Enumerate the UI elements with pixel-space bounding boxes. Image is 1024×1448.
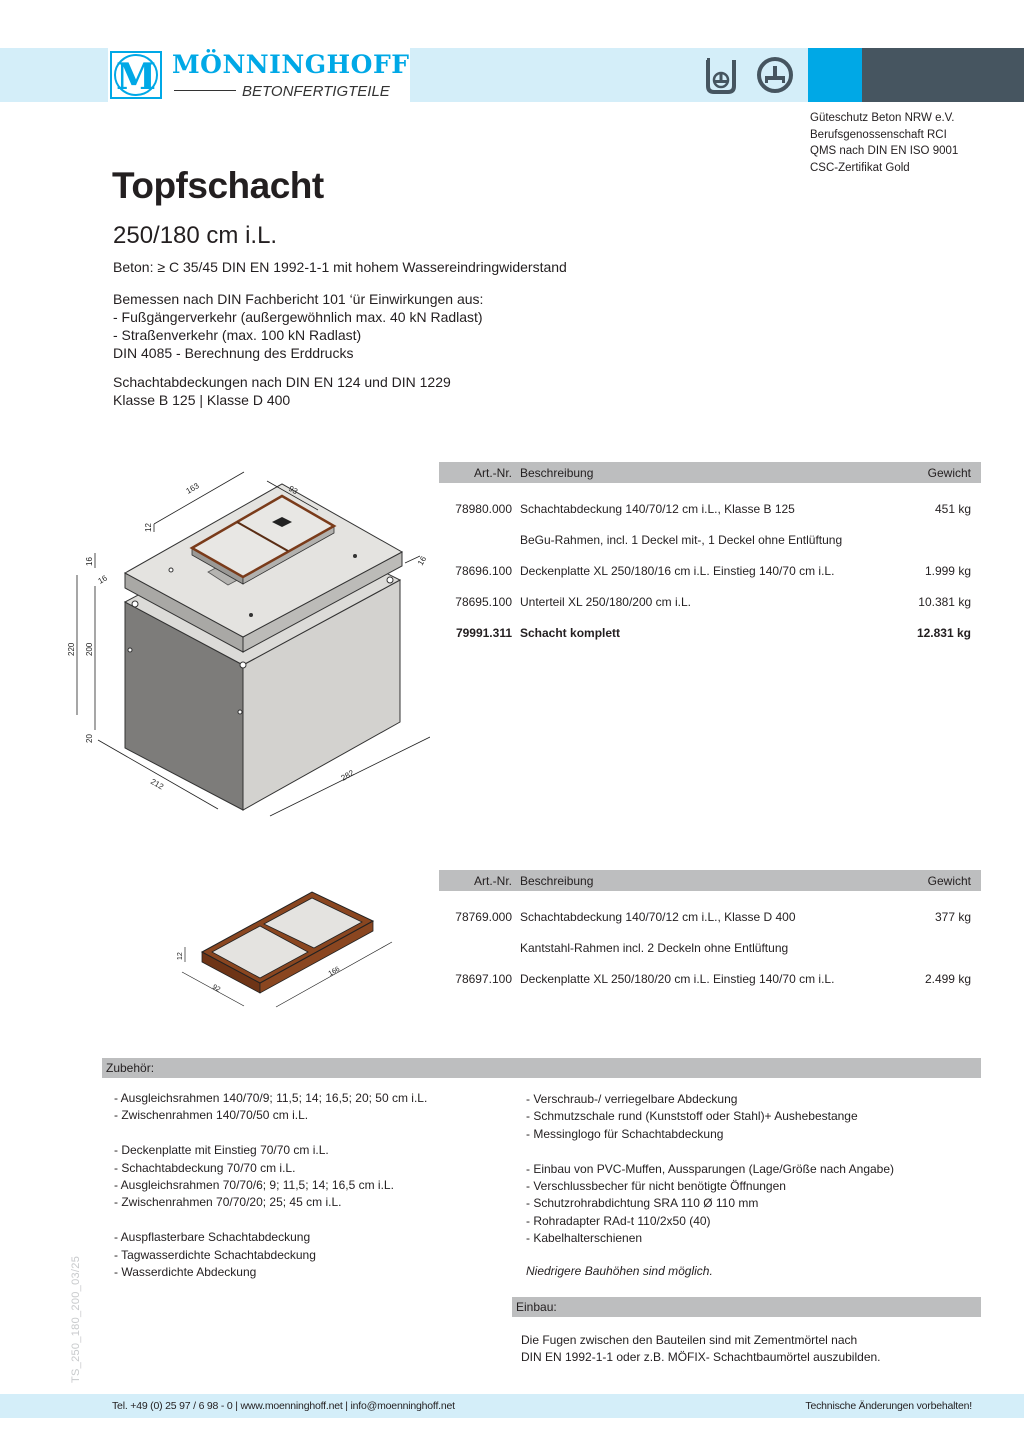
list-item: - Kabelhalterschienen	[526, 1231, 643, 1246]
list-item: - Schmutzschale rund (Kunststoff oder Stahl)+ Aushebestange	[526, 1109, 858, 1124]
cert-line: Güteschutz Beton NRW e.V.	[810, 112, 955, 124]
cell-desc: Unterteil XL 250/180/200 cm i.L.	[520, 594, 691, 609]
einbau-line: DIN EN 1992-1-1 oder z.B. MÖFIX- Schachtbaumörtel auszubilden.	[521, 1350, 881, 1364]
height-note: Niedrigere Bauhöhen sind möglich.	[526, 1264, 713, 1278]
certifications	[810, 110, 958, 176]
cell-art: 78696.100	[455, 563, 512, 578]
bg-rci-icon	[756, 56, 794, 94]
list-item: - Auspflasterbare Schachtabdeckung	[114, 1230, 311, 1245]
list-item: - Zwischenrahmen 140/70/50 cm i.L.	[114, 1108, 309, 1123]
cell-desc: Kantstahl-Rahmen incl. 2 Deckeln ohne Entlüftung	[520, 940, 789, 955]
section-header-einbau: Einbau:	[512, 1297, 981, 1317]
footer-contact: Tel. +49 (0) 25 97 / 6 98 - 0 | www.moenninghoff.net | info@moenninghoff.net	[112, 1400, 455, 1412]
list-item: - Ausgleichsrahmen 70/70/6; 9; 11,5; 14; 16,5 cm i.L.	[114, 1178, 394, 1193]
dim-label: 16	[85, 557, 94, 566]
header-beschreibung: Beschreibung	[520, 465, 594, 480]
table-header	[439, 870, 981, 891]
cell-desc: Deckenplatte XL 250/180/20 cm i.L. Einstieg 140/70 cm i.L.	[520, 971, 835, 986]
article-table-b125	[439, 462, 981, 648]
header-art-nr: Art.-Nr.	[474, 465, 512, 480]
dim-label: 282	[339, 768, 356, 783]
header-gewicht: Gewicht	[927, 873, 971, 888]
cell-art: 78697.100	[455, 971, 512, 986]
table-row	[439, 555, 981, 586]
table-row-total	[439, 617, 981, 648]
table-row	[439, 901, 981, 932]
cert-line: CSC-Zertifikat Gold	[810, 161, 910, 174]
logo-letter: M	[116, 56, 156, 97]
dim-label: 200	[85, 642, 94, 656]
cell-desc: BeGu-Rahmen, incl. 1 Deckel mit-, 1 Deckel ohne Entlüftung	[520, 532, 843, 547]
dim-label: 20	[85, 734, 94, 743]
company-logo	[108, 48, 410, 102]
table-row	[439, 586, 981, 617]
cell-desc: Schachtabdeckung 140/70/12 cm i.L., Klasse B 125	[520, 501, 795, 516]
document-code: TS_250_180_200_03/25	[70, 1255, 82, 1383]
cell-weight: 12.831 kg	[916, 625, 971, 640]
footer	[0, 1394, 1024, 1418]
logo-m-emblem	[110, 51, 162, 99]
quality-seal-icon	[702, 56, 740, 94]
spec-line: Schachtabdeckungen nach DIN EN 124 und DIN 1229	[113, 374, 451, 390]
cover-isometric-drawing	[160, 880, 410, 1010]
spec-beton: Beton: ≥ C 35/45 DIN EN 1992-1-1 mit hohem Wassereindringwiderstand	[113, 259, 567, 275]
spec-line: DIN 4085 - Berechnung des Erddrucks	[113, 345, 354, 361]
list-item: - Einbau von PVC-Muffen, Aussparungen (Lage/Größe nach Angabe)	[526, 1161, 895, 1176]
list-item: - Verschlussbecher für nicht benötigte Öffnungen	[526, 1179, 786, 1194]
cell-weight: 10.381 kg	[918, 594, 971, 609]
article-table-d400	[439, 870, 981, 994]
accessories-list-left	[114, 1090, 427, 1281]
logo-subtitle: BETONFERTIGTEILE	[242, 83, 390, 100]
einbau-text	[521, 1332, 881, 1366]
spec-line: - Fußgängerverkehr (außergewöhnlich max. 40 kN Radlast)	[113, 309, 483, 325]
cell-art: 79991.311	[455, 625, 512, 640]
shaft-isometric-drawing	[60, 460, 430, 840]
dim-label: 220	[67, 642, 76, 656]
header-gewicht: Gewicht	[927, 465, 971, 480]
dim-label: 12	[177, 952, 184, 960]
einbau-line: Die Fugen zwischen den Bauteilen sind mit Zementmörtel nach	[521, 1333, 858, 1347]
cell-art: 78769.000	[455, 909, 512, 924]
cell-art: 78695.100	[455, 594, 512, 609]
table-row	[439, 963, 981, 994]
table-row	[439, 524, 981, 555]
dim-label: 16	[415, 554, 429, 567]
spec-line: Klasse B 125 | Klasse D 400	[113, 392, 291, 408]
cell-weight: 377 kg	[934, 909, 971, 924]
cell-art: 78980.000	[455, 501, 512, 516]
table-row	[439, 493, 981, 524]
dim-label: 212	[149, 776, 166, 792]
cell-desc: Schachtabdeckung 140/70/12 cm i.L., Klasse D 400	[520, 909, 796, 924]
table-row	[439, 932, 981, 963]
list-item: - Tagwasserdichte Schachtabdeckung	[114, 1247, 316, 1262]
list-item: - Rohradapter RAd-t 110/2x50 (40)	[526, 1213, 711, 1228]
list-item: - Ausgleichsrahmen 140/70/9; 11,5; 14; 16,5; 20; 50 cm i.L.	[114, 1091, 428, 1105]
list-item: - Wasserdichte Abdeckung	[114, 1265, 257, 1280]
list-item: - Messinglogo für Schachtabdeckung	[526, 1126, 724, 1141]
page-title: Topfschacht	[112, 165, 324, 206]
footer-disclaimer: Technische Änderungen vorbehalten!	[805, 1400, 972, 1412]
cell-desc: Schacht komplett	[520, 625, 621, 640]
spec-abdeckungen	[113, 373, 451, 409]
cell-weight: 1.999 kg	[924, 563, 971, 578]
dim-label: 166	[327, 965, 342, 978]
list-item: - Verschraub-/ verriegelbare Abdeckung	[526, 1092, 738, 1106]
list-item: - Schutzrohrabdichtung SRA 110 Ø 110 mm	[526, 1196, 759, 1211]
list-item: - Deckenplatte mit Einstieg 70/70 cm i.L.	[114, 1143, 329, 1158]
section-header-zubehoer: Zubehör:	[102, 1058, 981, 1078]
spec-line: Bemessen nach DIN Fachbericht 101 ‘ür Einwirkungen aus:	[113, 291, 484, 307]
logo-name: MÖNNINGHOFF	[172, 50, 410, 79]
list-item: - Schachtabdeckung 70/70 cm i.L.	[114, 1160, 296, 1175]
header-band-dark	[862, 48, 1024, 102]
cell-weight: 451 kg	[934, 501, 971, 516]
cert-line: Berufsgenossenschaft RCI	[810, 128, 947, 141]
list-item: - Zwischenrahmen 70/70/20; 25; 45 cm i.L.	[114, 1195, 342, 1210]
header-beschreibung: Beschreibung	[520, 873, 594, 888]
logo-divider	[174, 90, 236, 91]
page-subtitle: 250/180 cm i.L.	[113, 222, 278, 249]
cell-weight: 2.499 kg	[924, 971, 971, 986]
dim-label: 163	[184, 481, 201, 496]
cell-desc: Deckenplatte XL 250/180/16 cm i.L. Einstieg 140/70 cm i.L.	[520, 563, 835, 578]
dim-label: 12	[144, 523, 153, 532]
accessories-list-right	[526, 1091, 894, 1248]
cert-line: QMS nach DIN EN ISO 9001	[810, 145, 959, 157]
table-header	[439, 462, 981, 483]
header-band-accent	[808, 48, 862, 102]
dim-label: 16	[96, 573, 109, 586]
spec-line: - Straßenverkehr (max. 100 kN Radlast)	[113, 327, 362, 343]
dim-label: 92	[211, 983, 222, 994]
spec-bemessen	[113, 290, 483, 362]
header-art-nr: Art.-Nr.	[474, 873, 512, 888]
dim-label: 93	[287, 483, 300, 497]
